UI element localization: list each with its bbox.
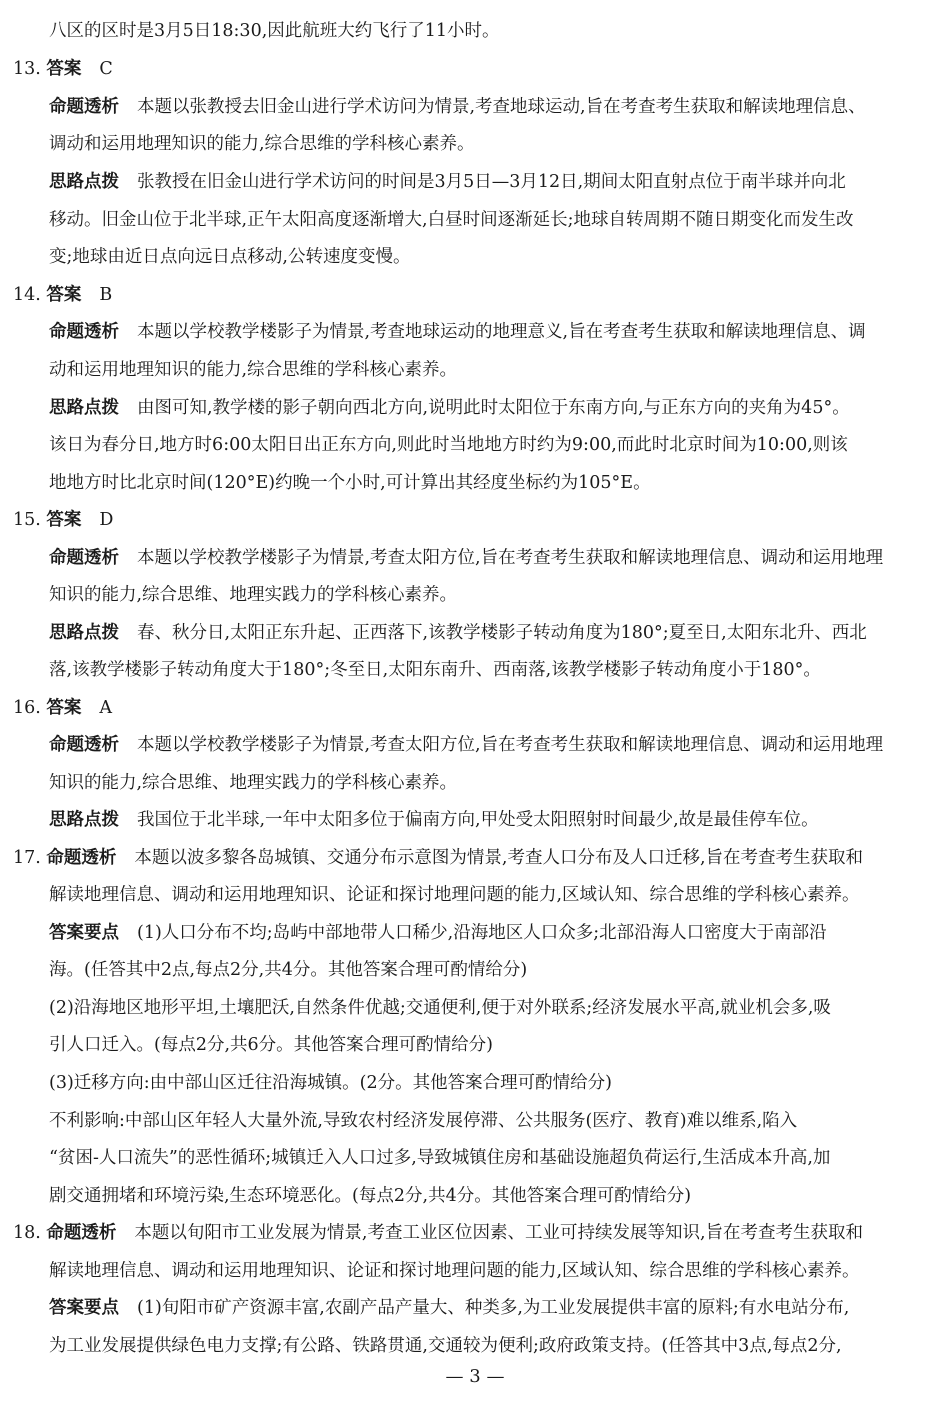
paragraph-text: 该日为春分日,地方时6:00太阳日出正东方向,则此时当地地方时约为9:00,而此时北京时间为10:00,则该 bbox=[49, 435, 848, 455]
paragraph-text: 变;地球由近日点向远日点移动,公转速度变慢。 bbox=[49, 247, 411, 267]
text-line bbox=[49, 246, 410, 268]
q13-answer-line bbox=[13, 58, 113, 80]
paragraph-text: 移动。旧金山位于北半球,正午太阳高度逐渐增大,白昼时间逐渐延长;地球自转周期不随日期变化而发生改 bbox=[49, 210, 854, 230]
text-line bbox=[49, 884, 860, 906]
text-line bbox=[49, 622, 867, 644]
section-label: 思路点拨 bbox=[49, 172, 119, 192]
paragraph-text: 知识的能力,综合思维、地理实践力的学科核心素养。 bbox=[49, 773, 458, 793]
paragraph-text: (3)迁移方向:由中部山区迁往沿海城镇。(2分。其他答案合理可酌情给分) bbox=[49, 1073, 612, 1093]
paragraph-text: 本题以波多黎各岛城镇、交通分布示意图为情景,考查人口分布及人口迁移,旨在考查考生获取和 bbox=[134, 848, 864, 868]
answer-value: D bbox=[99, 510, 114, 530]
text-line bbox=[49, 20, 500, 42]
paragraph-text: 解读地理信息、调动和运用地理知识、论证和探讨地理问题的能力,区域认知、综合思维的学科核心素养。 bbox=[49, 885, 860, 905]
section-label: 思路点拨 bbox=[49, 398, 119, 418]
text-line bbox=[49, 321, 866, 343]
section-label: 思路点拨 bbox=[49, 810, 119, 830]
question-number: 17. bbox=[13, 848, 41, 868]
answer-label: 答案 bbox=[46, 698, 82, 718]
paragraph-text: (1)人口分布不均;岛屿中部地带人口稀少,沿海地区人口众多;北部沿海人口密度大于南部沿 bbox=[137, 923, 827, 943]
text-line bbox=[49, 772, 457, 794]
question-number: 18. bbox=[13, 1223, 41, 1243]
q17-intro-line bbox=[13, 847, 863, 869]
paragraph-text: (2)沿海地区地形平坦,土壤肥沃,自然条件优越;交通便利,便于对外联系;经济发展水平高,就业机会多,吸 bbox=[49, 998, 831, 1018]
text-line bbox=[49, 1297, 849, 1319]
paragraph-text: 解读地理信息、调动和运用地理知识、论证和探讨地理问题的能力,区域认知、综合思维的学科核心素养。 bbox=[49, 1261, 860, 1281]
answer-label: 答案 bbox=[46, 59, 82, 79]
section-label: 答案要点 bbox=[49, 923, 119, 943]
section-label: 命题透析 bbox=[49, 548, 119, 568]
paragraph-text: 地地方时比北京时间(120°E)约晚一个小时,可计算出其经度坐标约为105°E。 bbox=[49, 473, 651, 493]
answer-label: 答案 bbox=[46, 510, 82, 530]
text-line bbox=[49, 584, 457, 606]
question-number: 15. bbox=[13, 510, 41, 530]
paragraph-text: 调动和运用地理知识的能力,综合思维的学科核心素养。 bbox=[49, 134, 475, 154]
paragraph-text: 知识的能力,综合思维、地理实践力的学科核心素养。 bbox=[49, 585, 458, 605]
text-line bbox=[49, 397, 850, 419]
paragraph-text: 我国位于北半球,一年中太阳多位于偏南方向,甲处受太阳照射时间最少,故是最佳停车位。 bbox=[137, 810, 819, 830]
paragraph-text: 本题以学校教学楼影子为情景,考查太阳方位,旨在考查考生获取和解读地理信息、调动和运用地理 bbox=[137, 735, 884, 755]
answer-label: 答案 bbox=[46, 285, 82, 305]
section-label: 答案要点 bbox=[49, 1298, 119, 1318]
text-line bbox=[49, 96, 866, 118]
q14-answer-line bbox=[13, 284, 112, 306]
answer-value: B bbox=[99, 285, 113, 305]
q18-intro-line bbox=[13, 1222, 863, 1244]
paragraph-text: 落,该教学楼影子转动角度大于180°;冬至日,太阳东南升、西南落,该教学楼影子转动角度小于180°。 bbox=[49, 660, 821, 680]
section-label: 命题透析 bbox=[49, 97, 119, 117]
paragraph-text: 动和运用地理知识的能力,综合思维的学科核心素养。 bbox=[49, 360, 458, 380]
text-line bbox=[49, 1260, 860, 1282]
text-line bbox=[49, 1072, 612, 1094]
paragraph-text: 由图可知,教学楼的影子朝向西北方向,说明此时太阳位于东南方向,与正东方向的夹角为45°。 bbox=[137, 398, 850, 418]
section-label: 思路点拨 bbox=[49, 623, 119, 643]
text-line bbox=[49, 472, 651, 494]
question-number: 14. bbox=[13, 285, 41, 305]
text-line bbox=[49, 547, 883, 569]
section-label: 命题透析 bbox=[46, 848, 117, 868]
text-line bbox=[49, 133, 475, 155]
paragraph-text: 本题以张教授去旧金山进行学术访问为情景,考查地球运动,旨在考查考生获取和解读地理信息、 bbox=[137, 97, 866, 117]
page-number: — 3 — bbox=[445, 1366, 505, 1387]
paragraph-text: 引人口迁入。(每点2分,共6分。其他答案合理可酌情给分) bbox=[49, 1035, 493, 1055]
section-label: 命题透析 bbox=[49, 322, 119, 342]
section-label: 命题透析 bbox=[49, 735, 119, 755]
text-line bbox=[49, 659, 821, 681]
text-line bbox=[49, 922, 827, 944]
paragraph-text: 张教授在旧金山进行学术访问的时间是3月5日—3月12日,期间太阳直射点位于南半球并向北 bbox=[137, 172, 846, 192]
paragraph-text: 为工业发展提供绿色电力支撑;有公路、铁路贯通,交通较为便利;政府政策支持。(任答其中3点,每点2分, bbox=[49, 1336, 842, 1356]
text-line bbox=[49, 959, 527, 981]
text-line bbox=[49, 359, 457, 381]
text-line bbox=[49, 1335, 842, 1357]
text-line bbox=[49, 171, 846, 193]
paragraph-text: “贫困-人口流失”的恶性循环;城镇迁入人口过多,导致城镇住房和基础设施超负荷运行,生活成本升高,加 bbox=[49, 1148, 831, 1168]
text-line bbox=[49, 1185, 691, 1207]
paragraph-text: 春、秋分日,太阳正东升起、正西落下,该教学楼影子转动角度为180°;夏至日,太阳东北升、西北 bbox=[137, 623, 867, 643]
question-number: 16. bbox=[13, 698, 41, 718]
q15-answer-line bbox=[13, 509, 113, 531]
paragraph-text: 剧交通拥堵和环境污染,生态环境恶化。(每点2分,共4分。其他答案合理可酌情给分) bbox=[49, 1186, 692, 1206]
paragraph-text: 八区的区时是3月5日18:30,因此航班大约飞行了11小时。 bbox=[49, 21, 500, 41]
text-line bbox=[49, 1110, 797, 1132]
answer-value: A bbox=[99, 698, 113, 718]
paragraph-text: 本题以学校教学楼影子为情景,考查地球运动的地理意义,旨在考查考生获取和解读地理信息、调 bbox=[137, 322, 866, 342]
paragraph-text: (1)旬阳市矿产资源丰富,农副产品产量大、种类多,为工业发展提供丰富的原料;有水电站分布, bbox=[137, 1298, 850, 1318]
paragraph-text: 本题以学校教学楼影子为情景,考查太阳方位,旨在考查考生获取和解读地理信息、调动和运用地理 bbox=[137, 548, 884, 568]
paragraph-text: 不利影响:中部山区年轻人大量外流,导致农村经济发展停滞、公共服务(医疗、教育)难以维系,陷入 bbox=[49, 1111, 798, 1131]
paragraph-text: 海。(任答其中2点,每点2分,共4分。其他答案合理可酌情给分) bbox=[49, 960, 528, 980]
text-line bbox=[49, 1034, 493, 1056]
paragraph-text: 本题以旬阳市工业发展为情景,考查工业区位因素、工业可持续发展等知识,旨在考查考生获取和 bbox=[134, 1223, 864, 1243]
text-line bbox=[49, 434, 848, 456]
text-line bbox=[49, 209, 854, 231]
answer-value: C bbox=[99, 59, 113, 79]
question-number: 13. bbox=[13, 59, 41, 79]
section-label: 命题透析 bbox=[46, 1223, 117, 1243]
text-line bbox=[49, 809, 819, 831]
text-line bbox=[49, 1147, 830, 1169]
text-line bbox=[49, 734, 883, 756]
q16-answer-line bbox=[13, 697, 112, 719]
text-line bbox=[49, 997, 831, 1019]
